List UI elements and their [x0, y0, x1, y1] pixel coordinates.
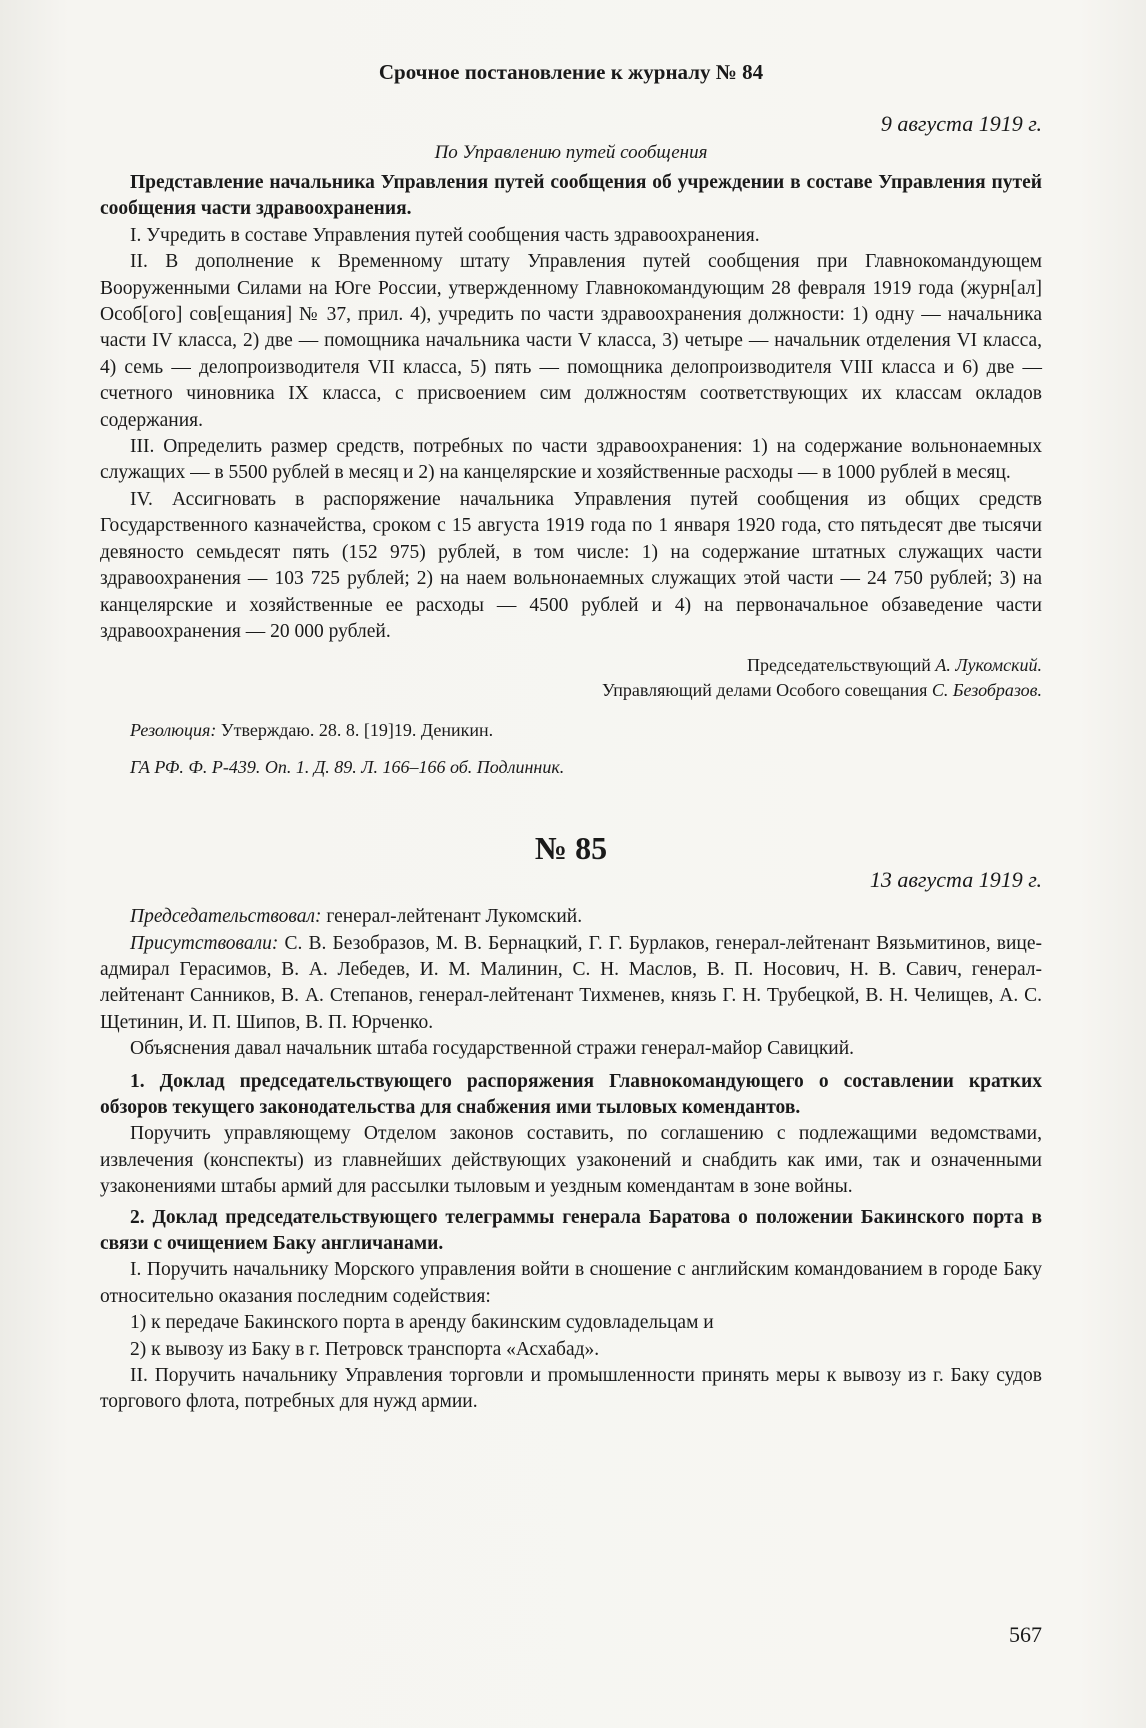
- doc84-paragraph-4: IV. Ассигновать в распоряжение начальника Управления путей сообщения из общих средств Государственного казначейства, сроком с 15 августа 1919 года по 1 января 1920 года, сто пятьдесят две тысячи девяносто семьдесят пять (152 975) рублей, в том числе: 1) на содержание штатных служащих части здравоохранения — 103 725 рублей; 2) на наем вольнонаемных служащих этой части — 24 750 рублей; 3) на канцелярские и хозяйственные ее расходы — 4500 рублей и 4) на первоначальное обзаведение части здравоохранения — 20 000 рублей.: [100, 488, 1042, 642]
- doc84-date: 9 августа 1919 г.: [880, 111, 1042, 136]
- item1-text: Поручить управляющему Отделом законов составить, по соглашению с подлежащими ведомствами, извлечения (конспекты) из главнейших действующих узаконений и снабдить как ими, так и означенными узаконениями штабы армий для рассылки тыловым и уездным комендантам в зоне войны.: [100, 1123, 1042, 1198]
- doc84-paragraph-2: II. В дополнение к Временному штату Управления путей сообщения при Главнокомандующем Вооруженными Силами на Юге России, утвержденному Главнокомандующим 28 февраля 1919 года (журн[ал] Особ[ого] сов[ещания] № 37, прил. 4), учредить по части здравоохранения должности: 1) одну — начальника части IV класса, 2) две — помощника начальника части V класса, 3) четыре — начальник отделения VI класса, 4) семь — делопроизводителя VII класса, 5) пять — помощника делопроизводителя VIII класса и 6) две — счетного чиновника IX класса, с присвоением сим должностям соответствующих их классам окладов содержания.: [100, 251, 1042, 431]
- doc84-paragraph-3: III. Определить размер средств, потребных по части здравоохранения: 1) на содержание вольнонаемных служащих — в 5500 рублей в месяц и 2) на канцелярские и хозяйственные расходы — в 1000 рублей в месяц.: [100, 436, 1042, 484]
- item1-heading: 1. Доклад председательствующего распоряжения Главнокомандующего о составлении кратких обзоров текущего законодательства для снабжения ими тыловых комендантов.: [100, 1070, 1042, 1118]
- doc85-number: № 85: [534, 830, 608, 867]
- item2-paragraph-3: 2) к вывозу из Баку в г. Петровск транспорта «Асхабад».: [130, 1338, 600, 1360]
- doc85-chair-text: генерал-лейтенант Лукомский.: [321, 906, 583, 928]
- item2-paragraph-4: II. Поручить начальнику Управления торговли и промышленности принять меры к вывозу из г. Баку судов торгового флота, потребных для нужд армии.: [100, 1365, 1042, 1413]
- archive-reference: ГА РФ. Ф. Р-439. Оп. 1. Д. 89. Л. 166–166 об. Подлинник.: [130, 756, 565, 777]
- signature-chair: [100, 653, 1042, 678]
- resolution-label: Резолюция:: [130, 720, 217, 741]
- signature-manager-role: Управляющий делами Особого совещания: [602, 680, 932, 701]
- page-number: 567: [1009, 1622, 1042, 1647]
- signature-chair-role: Председательствующий: [746, 655, 936, 676]
- item2-paragraph-2: 1) к передаче Бакинского порта в аренду бакинским судовладельцам и: [130, 1312, 714, 1334]
- doc85-chair-label: Председательствовал:: [130, 906, 322, 928]
- doc84-heading: Представление начальника Управления путей сообщения об учреждении в составе Управления путей сообщения части здравоохранения.: [100, 172, 1042, 220]
- doc85-chair: [100, 904, 1042, 930]
- doc84-title: Срочное постановление к журналу № 84: [378, 60, 764, 84]
- signature-manager-name: С. Безобразов.: [931, 680, 1042, 701]
- doc84-paragraph-1: I. Учредить в составе Управления путей сообщения часть здравоохранения.: [130, 224, 760, 246]
- doc85-present-text: С. В. Безобразов, М. В. Бернацкий, Г. Г. Бурлаков, генерал-лейтенант Вязьмитинов, вице-адмирал Герасимов, В. А. Лебедев, И. М. Малинин, С. Н. Маслов, В. П. Носович, Н. В. Савич, генерал-лейтенант Санников, В. А. Степанов, генерал-лейтенант Тихменев, князь Г. Н. Трубецкой, В. Н. Челищев, А. С. Щетинин, И. П. Шипов, В. П. Юрченко.: [100, 932, 1042, 1033]
- item2-paragraph-1: I. Поручить начальнику Морского управления войти в сношение с английским командованием в городе Баку относительно оказания последним содействия:: [100, 1259, 1042, 1307]
- doc85-present: [100, 931, 1042, 1037]
- doc84-section: По Управлению путей сообщения: [434, 142, 708, 163]
- resolution-text: Утверждаю. 28. 8. [19]19. Деникин.: [216, 720, 494, 741]
- doc85-explanation: Объяснения давал начальник штаба государственной стражи генерал-майор Савицкий.: [130, 1038, 855, 1060]
- signature-chair-name: А. Лукомский.: [935, 655, 1042, 676]
- signature-manager: [100, 678, 1042, 703]
- resolution: [100, 717, 1042, 743]
- doc85-date: 13 августа 1919 г.: [869, 867, 1042, 893]
- item2-heading: 2. Доклад председательствующего телеграммы генерала Баратова о положении Бакинского порта в связи с очищением Баку англичанами.: [100, 1206, 1042, 1254]
- doc85-present-label: Присутствовали:: [130, 932, 279, 954]
